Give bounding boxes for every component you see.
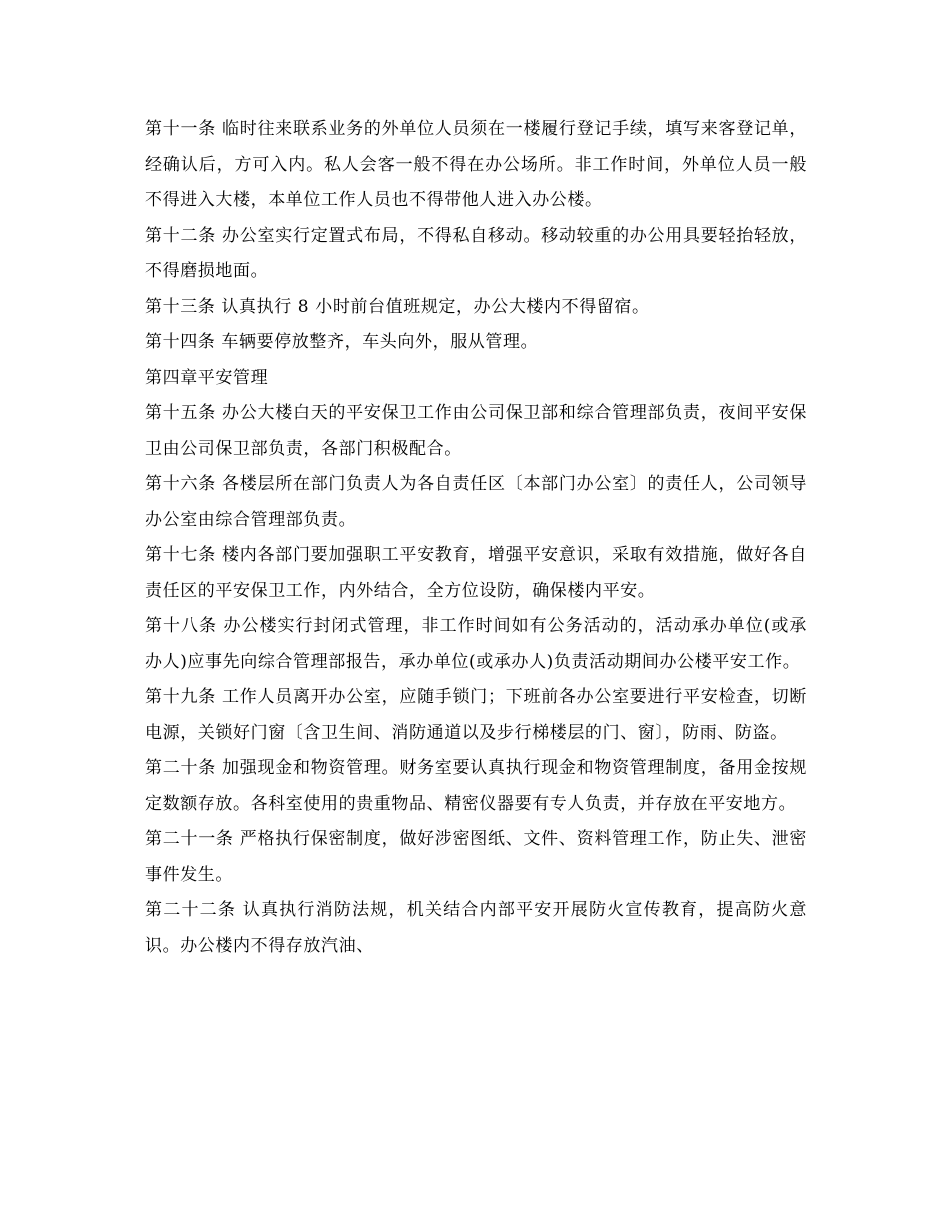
article-13: 第十三条 认真执行 8 小时前台值班规定，办公大楼内不得留宿。	[145, 296, 650, 317]
article-16: 第十六条 各楼层所在部门负责人为各自责任区〔本部门办公室〕的责任人，公司领导办公室由综合管理部负责。	[145, 474, 807, 530]
article-15: 第十五条 办公大楼白天的平安保卫工作由公司保卫部和综合管理部负责，夜间平安保卫由公司保卫部负责，各部门积极配合。	[145, 403, 807, 459]
article-17: 第十七条 楼内各部门要加强职工平安教育，增强平安意识，采取有效措施，做好各自责任区的平安保卫工作，内外结合，全方位设防，确保楼内平安。	[145, 545, 807, 601]
article-12: 第十二条 办公室实行定置式布局，不得私自移动。移动较重的办公用具要轻抬轻放，不得磨损地面。	[145, 225, 807, 281]
article-14: 第十四条 车辆要停放整齐，车头向外，服从管理。	[145, 332, 539, 352]
article-19: 第十九条 工作人员离开办公室，应随手锁门；下班前各办公室要进行平安检查，切断电源，关锁好门窗〔含卫生间、消防通道以及步行梯楼层的门、窗〕，防雨、防盗。	[145, 687, 807, 743]
chapter-4-heading: 第四章平安管理	[145, 367, 269, 388]
article-20: 第二十条 加强现金和物资管理。财务室要认真执行现金和物资管理制度，备用金按规定数额存放。各科室使用的贵重物品、精密仪器要有专人负责，并存放在平安地方。	[145, 758, 807, 814]
article-21: 第二十一条 严格执行保密制度，做好涉密图纸、文件、资料管理工作，防止失、泄密事件发生。	[145, 829, 807, 885]
article-11: 第十一条 临时往来联系业务的外单位人员须在一楼履行登记手续，填写来客登记单，经确认后，方可入内。私人会客一般不得在办公场所。非工作时间，外单位人员一般不得进入大楼，本单位工作人员也不得带他人进入办公楼。	[145, 119, 807, 210]
article-18: 第十八条 办公楼实行封闭式管理，非工作时间如有公务活动的，活动承办单位(或承办人)应事先向综合管理部报告，承办单位(或承办人)负责活动期间办公楼平安工作。	[145, 616, 807, 672]
document-body	[145, 112, 807, 964]
article-22: 第二十二条 认真执行消防法规，机关结合内部平安开展防火宣传教育，提高防火意识。办公楼内不得存放汽油、	[145, 900, 807, 956]
